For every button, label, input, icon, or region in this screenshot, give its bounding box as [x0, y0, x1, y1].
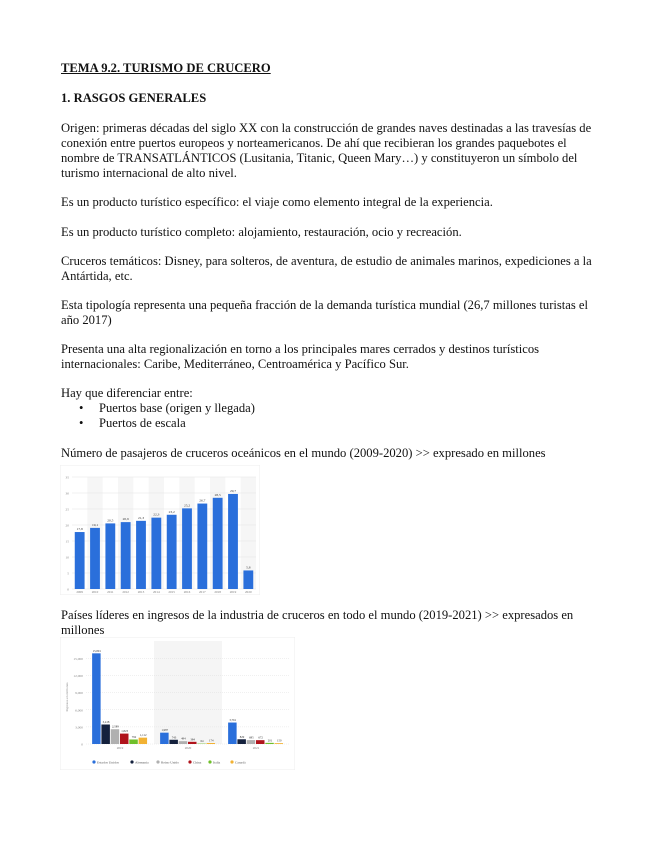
- paragraph-origin: Origen: primeras décadas del siglo XX con la construcción de grandes naves destinadas a las travesías de conexión entre puertos europeos y norteamericanos. De ahí que recibieran los grandes paquebotes el nombre de TRANSATLÁNTICOS (Lusitania, Titanic, Queen Mary…) y constituyeron un símbolo del turismo internacional de alto nivel.: [61, 121, 592, 180]
- data-label: 25,2: [183, 503, 191, 508]
- caption-revenue: Países líderes en ingresos de la industria de cruceros en todo el mundo (2019-2021) >> expresados en millones: [61, 608, 574, 637]
- x-tick-label: 2021: [252, 746, 260, 750]
- bar: [197, 504, 207, 589]
- paragraph-differentiate: Hay que diferenciar entre:: [61, 386, 193, 400]
- y-tick-label: 0: [81, 742, 83, 747]
- legend-label: China: [193, 760, 202, 765]
- legend-label: Italia: [213, 760, 221, 765]
- x-tick-label: 2009: [76, 590, 83, 594]
- data-label: 5,8: [246, 565, 251, 570]
- legend-label: Alemania: [135, 760, 149, 765]
- data-label: 28,5: [214, 492, 221, 497]
- legend-marker: [92, 760, 95, 763]
- legend-marker: [130, 760, 133, 763]
- data-label: 743: [171, 735, 177, 740]
- x-tick-label: 2019: [229, 590, 237, 594]
- y-tick-label: 15,000: [73, 656, 83, 661]
- paragraph-demand: Esta tipología representa una pequeña fracción de la demanda turística mundial (26,7 millones turistas el año 2017): [61, 298, 589, 327]
- data-label: 494: [181, 736, 186, 741]
- x-tick-label: 2011: [107, 590, 114, 594]
- data-label: 174: [208, 738, 214, 743]
- x-tick-label: 2015: [168, 590, 175, 594]
- bar: [111, 729, 119, 744]
- legend-label: Canadá: [235, 760, 246, 765]
- data-label: 21,3: [137, 515, 145, 520]
- bar: [213, 498, 223, 589]
- data-label: 2,589: [111, 724, 119, 729]
- data-label: 201: [267, 738, 273, 743]
- data-label: 384: [190, 737, 195, 742]
- y-tick-label: 5: [67, 571, 69, 576]
- bar: [265, 743, 273, 744]
- data-label: 20,5: [107, 518, 114, 523]
- bar: [167, 515, 177, 589]
- bar: [228, 494, 238, 589]
- paragraph-specific: Es un producto turístico específico: el viaje como elemento integral de la experiencia.: [61, 195, 493, 209]
- doc-title: TEMA 9.2. TURISMO DE CRUCERO: [61, 61, 271, 75]
- data-label: 3,418: [102, 719, 110, 724]
- bar: [207, 743, 215, 744]
- bar: [75, 532, 85, 589]
- y-tick-label: 35: [65, 475, 69, 480]
- bar: [169, 740, 177, 744]
- paragraph-thematic: Cruceros temáticos: Disney, para solteros, de aventura, de estudio de animales marinos, expediciones a la Antártida, etc.: [61, 254, 592, 283]
- bar: [121, 522, 131, 589]
- bar: [90, 528, 100, 589]
- data-label: 150: [276, 738, 282, 743]
- bar: [92, 653, 100, 744]
- y-tick-label: 12,000: [73, 674, 83, 679]
- bar: [243, 570, 253, 589]
- x-tick-label: 2017: [199, 590, 206, 594]
- passengers-chart: [60, 465, 260, 595]
- bar: [139, 738, 147, 744]
- bar: [275, 743, 283, 744]
- y-tick-label: 3,000: [75, 725, 83, 730]
- section-heading: 1. RASGOS GENERALES: [61, 91, 207, 105]
- data-label: 23,2: [168, 509, 175, 514]
- bar: [129, 739, 137, 744]
- paragraph-regional: Presenta una alta regionalización en torno a los principales mares cerrados y destinos turísticos internacionales: Caribe, Mediterráneo, Centroamérica y Pacífico Sur.: [61, 342, 540, 371]
- bar: [182, 508, 192, 589]
- x-tick-label: 2020: [245, 590, 252, 594]
- bar: [247, 740, 255, 744]
- legend-marker: [188, 760, 191, 763]
- data-label: 792: [131, 734, 137, 739]
- data-label: 19,1: [91, 522, 99, 527]
- x-tick-label: 2013: [137, 590, 145, 594]
- legend-marker: [230, 760, 233, 763]
- bar: [120, 734, 128, 744]
- bar: [188, 742, 196, 744]
- data-label: 20,9: [122, 517, 129, 522]
- bar: [160, 733, 168, 744]
- bar: [237, 739, 245, 744]
- x-tick-label: 2010: [91, 590, 99, 594]
- x-tick-label: 2019: [116, 746, 124, 750]
- y-tick-label: 15: [65, 539, 69, 544]
- caption-passengers: Número de pasajeros de cruceros oceánicos en el mundo (2009-2020) >> expresado en millones: [61, 446, 546, 460]
- y-tick-label: 25: [65, 507, 69, 512]
- ports-list: [61, 401, 639, 431]
- y-tick-label: 6,000: [75, 708, 83, 713]
- bar: [105, 523, 115, 589]
- data-label: 1,987: [161, 728, 169, 733]
- data-label: 829: [239, 734, 245, 739]
- bar: [228, 723, 236, 744]
- data-label: 17,8: [76, 527, 83, 532]
- y-tick-label: 9,000: [75, 691, 83, 696]
- data-label: 672: [258, 735, 263, 740]
- x-tick-label: 2014: [153, 590, 160, 594]
- y-tick-label: 10: [65, 555, 69, 560]
- data-label: 22,3: [153, 512, 160, 517]
- y-tick-label: 0: [67, 587, 69, 592]
- list-item: • Puertos base (origen y llegada): [99, 401, 639, 416]
- data-label: 29,7: [229, 488, 237, 493]
- list-item: • Puertos de escala: [99, 416, 639, 431]
- y-axis-label: Ingresos en millones: [65, 682, 69, 712]
- data-label: 1,112: [139, 733, 147, 738]
- y-tick-label: 30: [65, 491, 69, 496]
- legend-marker: [156, 760, 159, 763]
- revenue-chart: [60, 637, 295, 770]
- x-tick-label: 2016: [183, 590, 191, 594]
- y-tick-label: 20: [65, 523, 69, 528]
- legend-label: Reino Unido: [161, 760, 179, 765]
- bar: [151, 518, 161, 589]
- bar: [101, 724, 109, 744]
- x-tick-label: 2020: [184, 746, 192, 750]
- data-label: 1,823: [121, 729, 129, 734]
- paragraph-complete: Es un producto turístico completo: alojamiento, restauración, ocio y recreación.: [61, 225, 462, 239]
- data-label: 3,761: [229, 718, 237, 723]
- data-label: 685: [249, 735, 254, 740]
- x-tick-label: 2012: [122, 590, 129, 594]
- x-tick-label: 2018: [214, 590, 221, 594]
- data-label: 15,891: [92, 648, 101, 653]
- legend-marker: [208, 760, 211, 763]
- data-label: 64: [200, 739, 204, 744]
- legend-label: Estados Unidos: [97, 760, 119, 765]
- bar: [179, 741, 187, 744]
- bar: [136, 521, 146, 589]
- data-label: 26,7: [199, 498, 206, 503]
- bar: [256, 740, 264, 744]
